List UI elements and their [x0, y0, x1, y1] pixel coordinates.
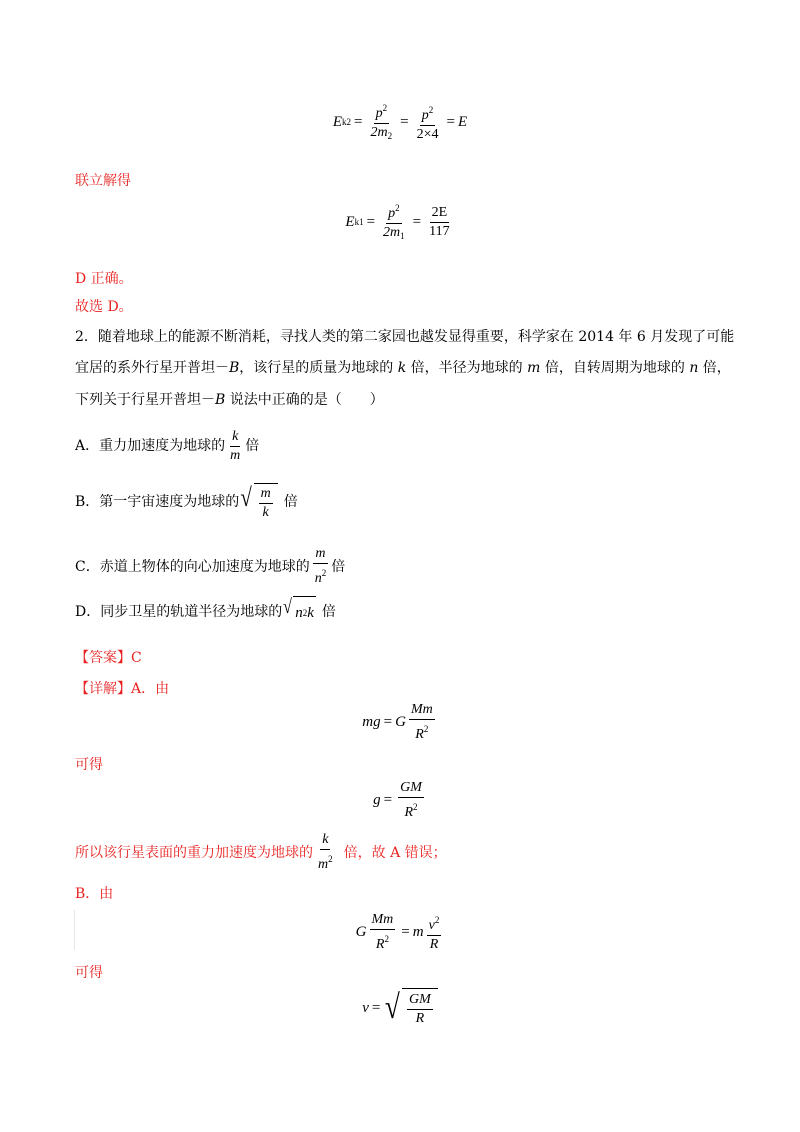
eq-symbol: n [314, 571, 322, 586]
text-kede-2: 可得 [75, 965, 103, 981]
eq-symbol: R [375, 937, 385, 952]
fraction [407, 992, 433, 1027]
question-2-line-3 [75, 390, 384, 410]
eq-superscript: 2 [434, 915, 440, 925]
conclusion-a-suffix: 倍，故 A 错误； [343, 844, 447, 861]
eq-superscript: 2 [302, 608, 308, 618]
eq-superscript: 2 [413, 802, 418, 812]
eq-symbol: E [457, 113, 468, 130]
text-kede-1: 可得 [75, 757, 103, 773]
fraction [228, 429, 242, 464]
equation-mg: mg = G $\frac{Mm}{R^2}$ [362, 702, 433, 742]
option-d-text: D．同步卫星的轨道半径为地球的 [75, 604, 283, 620]
option-c-text: C．赤道上物体的向心加速度为地球的 [75, 558, 310, 575]
detail-text: A．由 [131, 681, 170, 697]
eq-symbol: mg [362, 714, 381, 730]
answer-line [75, 648, 142, 668]
eq-subscript: k2 [342, 117, 352, 127]
detail-label: 【详解】 [75, 681, 131, 697]
option-b [75, 480, 298, 524]
option-d-suffix: 倍 [321, 604, 336, 620]
eq-denominator: k [262, 505, 269, 520]
q2-text: ，该行星的质量为地球的 [239, 360, 398, 376]
q2-text: 下列关于行星开普坦－ [75, 392, 215, 408]
answer-label: 【答案】 [75, 650, 131, 666]
conclusion-a-text: 所以该行星表面的重力加速度为地球的 [75, 844, 313, 861]
equation-g: g = $\frac{GM}{R^2}$ [373, 780, 422, 820]
equation-orbit: G $\frac{Mm}{R^2}$ = m $\frac{v^2}{R}$ [355, 912, 440, 952]
option-d [75, 596, 336, 628]
eq-symbol: G [355, 924, 367, 940]
equation-ek1: E k1 = $\frac{p^2}{2m_1}$ = $\frac{2E}{117}$ [0, 200, 800, 244]
eq-numerator: GM [407, 992, 433, 1010]
eq-symbol: n [295, 605, 303, 621]
q2-text: 说法中正确的是（ ） [225, 392, 384, 408]
eq-symbol: E [332, 113, 343, 130]
eq-superscript: 2 [328, 854, 333, 864]
eq-denominator: R [415, 1011, 425, 1026]
fraction [369, 100, 395, 144]
fraction [316, 832, 335, 873]
eq-numerator: m [313, 546, 327, 564]
eq-superscript: 2 [428, 104, 434, 115]
eq-numerator: Mm [370, 912, 396, 930]
eq-superscript: 2 [321, 568, 327, 578]
option-a [75, 428, 259, 464]
eq-symbol: R [404, 805, 414, 820]
eq-numerator: k [230, 429, 240, 447]
eq-symbol: m [412, 924, 424, 940]
eq-symbol: 2m [383, 225, 401, 240]
eq-superscript: 2 [423, 724, 429, 734]
eq-subscript: 2 [387, 131, 393, 141]
eq-symbol: p [388, 206, 396, 221]
eq-superscript: 2 [382, 103, 388, 113]
fraction [381, 200, 407, 244]
eq-symbol: g [373, 792, 381, 808]
fraction [409, 702, 435, 743]
q2-text: 宜居的系外行星开普坦－ [75, 360, 229, 376]
eq-superscript: 2 [384, 934, 389, 944]
q2-symbol: B [215, 392, 226, 408]
eq-symbol: p [375, 106, 383, 121]
eq-denominator: m [230, 447, 241, 463]
text-b-you: B．由 [75, 886, 114, 902]
eq-symbol: R [415, 727, 424, 742]
eq-symbol: 2m [370, 125, 388, 140]
eq-denominator: 117 [429, 223, 450, 239]
fraction [427, 912, 442, 953]
eq-numerator: 2E [430, 205, 450, 223]
fraction [415, 102, 441, 143]
eq-symbol: v [362, 999, 369, 1016]
sqrt: √ $\frac{m}{k}$ [239, 483, 277, 521]
fraction [370, 912, 396, 953]
eq-symbol: m [318, 857, 329, 872]
fraction [313, 546, 329, 587]
eq-numerator: Mm [409, 702, 435, 720]
eq-numerator: k [320, 832, 330, 850]
eq-symbol: E [345, 213, 355, 230]
q2-symbol: B [229, 360, 240, 376]
option-a-text: A．重力加速度为地球的 [75, 438, 226, 454]
eq-symbol: v [428, 918, 435, 933]
option-c [75, 546, 345, 587]
option-c-suffix: 倍 [331, 558, 346, 575]
eq-numerator: m [259, 486, 273, 504]
q2-symbol: n [689, 360, 699, 376]
eq-symbol: p [421, 107, 429, 123]
equation-v: v = √ $\frac{GM}{R}$ [0, 988, 800, 1028]
fraction [259, 486, 273, 521]
eq-denominator: 2×4 [416, 126, 439, 142]
q2-symbol: m [527, 360, 541, 376]
question-2-line-2 [75, 358, 731, 378]
option-b-suffix: 倍 [283, 494, 298, 510]
fraction [427, 205, 451, 240]
q2-text: 倍， [698, 360, 731, 376]
detail-line [75, 679, 169, 699]
eq-subscript: k1 [354, 217, 364, 227]
question-2-line-1: 2．随着地球上的能源不断消耗，寻找人类的第二家园也越发显得重要，科学家在 2014 年 6 月发现了可能 [75, 329, 735, 345]
option-b-text: B．第一宇宙速度为地球的 [75, 494, 240, 510]
text-d-correct: D 正确。 [75, 271, 133, 287]
text-lianli: 联立解得 [75, 173, 131, 189]
sqrt: √ $\frac{GM}{R}$ [383, 988, 437, 1028]
equation-ek2: E k2 = $\frac{p^2}{2m_2}$ = $\frac{p^2}{2\times 4}$ = E [0, 100, 800, 144]
q2-symbol: k [397, 360, 407, 376]
fraction [398, 780, 424, 821]
eq-denominator: R [429, 937, 439, 952]
q2-text: 倍，自转周期为地球的 [540, 360, 690, 376]
eq-superscript: 2 [395, 203, 400, 213]
sqrt: √ n 2 k [282, 596, 316, 628]
option-a-suffix: 倍 [245, 438, 260, 454]
answer-value: C [131, 650, 142, 666]
q2-text: 倍，半径为地球的 [406, 360, 528, 376]
eq-subscript: 1 [400, 231, 405, 241]
eq-symbol: G [395, 714, 406, 730]
eq-symbol: k [307, 605, 314, 621]
text-choose-d: 故选 D。 [75, 299, 133, 315]
eq-numerator: GM [398, 780, 424, 798]
conclusion-a [75, 832, 447, 873]
